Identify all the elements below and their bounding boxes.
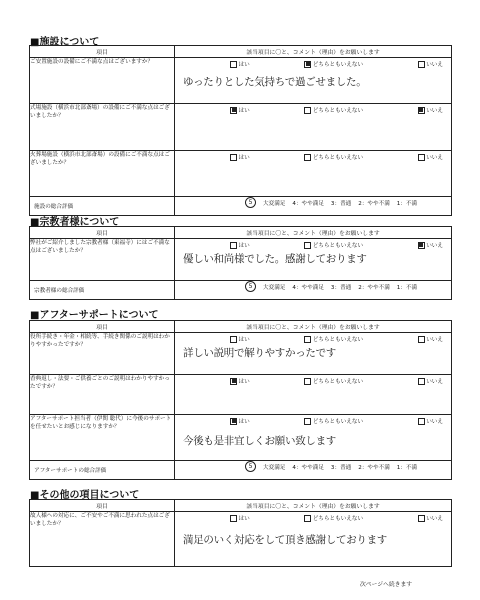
checkbox-no[interactable] bbox=[418, 418, 425, 425]
checkbox-yes[interactable] bbox=[230, 154, 237, 161]
options-row: はい どちらともいえない いいえ bbox=[175, 415, 451, 425]
options-row: はい どちらともいえない いいえ bbox=[175, 512, 451, 522]
options-row: はい どちらともいえない いいえ bbox=[175, 104, 451, 114]
answer-cell bbox=[175, 104, 452, 151]
answer-cell bbox=[175, 151, 452, 197]
checkbox-yes[interactable] bbox=[230, 336, 237, 343]
section-title-other: ■その他の項目について bbox=[30, 490, 140, 501]
overall-label: 施設の総合評価 bbox=[30, 197, 175, 216]
table-priest bbox=[29, 226, 452, 300]
rating-scale: 5 大変満足 4：やや満足 3：普通 2：やや不満 1：不満 bbox=[175, 281, 451, 292]
checkbox-no[interactable] bbox=[418, 378, 425, 385]
answer-cell bbox=[175, 58, 452, 104]
continued-note: 次ページへ続きます bbox=[360, 582, 413, 588]
checkbox-no[interactable] bbox=[418, 107, 425, 114]
checkbox-yes[interactable] bbox=[230, 107, 237, 114]
checkbox-no[interactable] bbox=[418, 336, 425, 343]
checkbox-yes[interactable] bbox=[230, 515, 237, 522]
options-row: はい どちらともいえない いいえ bbox=[175, 58, 451, 68]
section-title-priest: ■宗教者様について bbox=[30, 217, 120, 228]
checkbox-neutral[interactable] bbox=[304, 515, 311, 522]
checkbox-neutral[interactable] bbox=[304, 418, 311, 425]
handwritten-comment: 詳しい説明で解りやすかったです bbox=[183, 347, 336, 359]
section-title-aftersupport: ■アフターサポートについて bbox=[30, 310, 159, 321]
overall-label: 宗教者様の総合評価 bbox=[30, 281, 175, 300]
checkbox-yes[interactable] bbox=[230, 418, 237, 425]
options-row: はい どちらともいえない いいえ bbox=[175, 333, 451, 343]
handwritten-comment: 満足のいく対応をして頂き感謝しております bbox=[183, 534, 387, 546]
answer-cell bbox=[175, 415, 452, 461]
checkbox-neutral[interactable] bbox=[304, 336, 311, 343]
header-instruction: 該当項目に〇と、コメント（理由）をお願いします bbox=[175, 500, 452, 512]
answer-cell bbox=[175, 239, 452, 281]
question-text: アフターサポート担当者（伊関 聡代）に今後のサポートを任せたいとお感じになりますか？ bbox=[30, 415, 175, 461]
rating-cell bbox=[175, 197, 452, 216]
handwritten-comment: ゆったりとした気持ちで過ごせました。 bbox=[183, 76, 367, 88]
checkbox-no[interactable] bbox=[418, 154, 425, 161]
header-instruction: 該当項目に〇と、コメント（理由）をお願いします bbox=[175, 46, 452, 58]
checkbox-neutral[interactable] bbox=[304, 242, 311, 249]
question-text: 故人様への対応に、ご不安やご不満に思われた点はございましたか？ bbox=[30, 512, 175, 567]
checkbox-no[interactable] bbox=[418, 61, 425, 68]
rating-scale: 5 大変満足 4：やや満足 3：普通 2：やや不満 1：不満 bbox=[175, 461, 451, 472]
header-instruction: 該当項目に〇と、コメント（理由）をお願いします bbox=[175, 321, 452, 333]
question-text: 弊社がご紹介しました宗教者様（東福寺）にはご不満な点はございましたか？ bbox=[30, 239, 175, 281]
checkbox-no[interactable] bbox=[418, 242, 425, 249]
section-title-facilities: ■施設について bbox=[30, 37, 100, 48]
answer-cell bbox=[175, 375, 452, 415]
checkbox-neutral[interactable] bbox=[304, 154, 311, 161]
checkbox-yes[interactable] bbox=[230, 61, 237, 68]
question-text: 役所手続き・年金・相続等、手続き関係のご説明はわかりやすかったですか？ bbox=[30, 333, 175, 375]
checkbox-neutral[interactable] bbox=[304, 61, 311, 68]
handwritten-comment: 優しい和尚様でした。感謝しております bbox=[183, 253, 367, 265]
header-item: 項目 bbox=[30, 46, 175, 58]
header-instruction: 該当項目に〇と、コメント（理由）をお願いします bbox=[175, 227, 452, 239]
checkbox-no[interactable] bbox=[418, 515, 425, 522]
header-item: 項目 bbox=[30, 227, 175, 239]
options-row: はい どちらともいえない いいえ bbox=[175, 151, 451, 161]
table-aftersupport bbox=[29, 320, 452, 480]
rating-cell bbox=[175, 461, 452, 480]
rating-circle[interactable]: 5 bbox=[245, 461, 256, 472]
rating-scale: 5 大変満足 4：やや満足 3：普通 2：やや不満 1：不満 bbox=[175, 197, 451, 208]
question-text: 火葬場施設（横浜市北部斎場）の設備にご不満な点はございましたか？ bbox=[30, 151, 175, 197]
table-other bbox=[29, 499, 452, 567]
table-facilities bbox=[29, 45, 452, 216]
header-item: 項目 bbox=[30, 321, 175, 333]
rating-circle[interactable]: 5 bbox=[245, 281, 256, 292]
handwritten-comment: 今後も是非宜しくお願い致します bbox=[183, 435, 336, 447]
checkbox-yes[interactable] bbox=[230, 378, 237, 385]
question-text: 式場施設（横浜市北部斎場）の設備にご不満な点はございましたか？ bbox=[30, 104, 175, 151]
question-text: ご安置施設の設備にご不満な点はございますか？ bbox=[30, 58, 175, 104]
answer-cell bbox=[175, 333, 452, 375]
checkbox-neutral[interactable] bbox=[304, 378, 311, 385]
options-row: はい どちらともいえない いいえ bbox=[175, 239, 451, 249]
overall-label: アフターサポートの総合評価 bbox=[30, 461, 175, 480]
checkbox-yes[interactable] bbox=[230, 242, 237, 249]
checkbox-neutral[interactable] bbox=[304, 107, 311, 114]
options-row: はい どちらともいえない いいえ bbox=[175, 375, 451, 385]
question-text: 香典返し・法要・ご供養ごとのご説明はわかりやすかったですか？ bbox=[30, 375, 175, 415]
answer-cell bbox=[175, 512, 452, 567]
header-item: 項目 bbox=[30, 500, 175, 512]
rating-circle[interactable]: 5 bbox=[245, 197, 256, 208]
rating-cell bbox=[175, 281, 452, 300]
